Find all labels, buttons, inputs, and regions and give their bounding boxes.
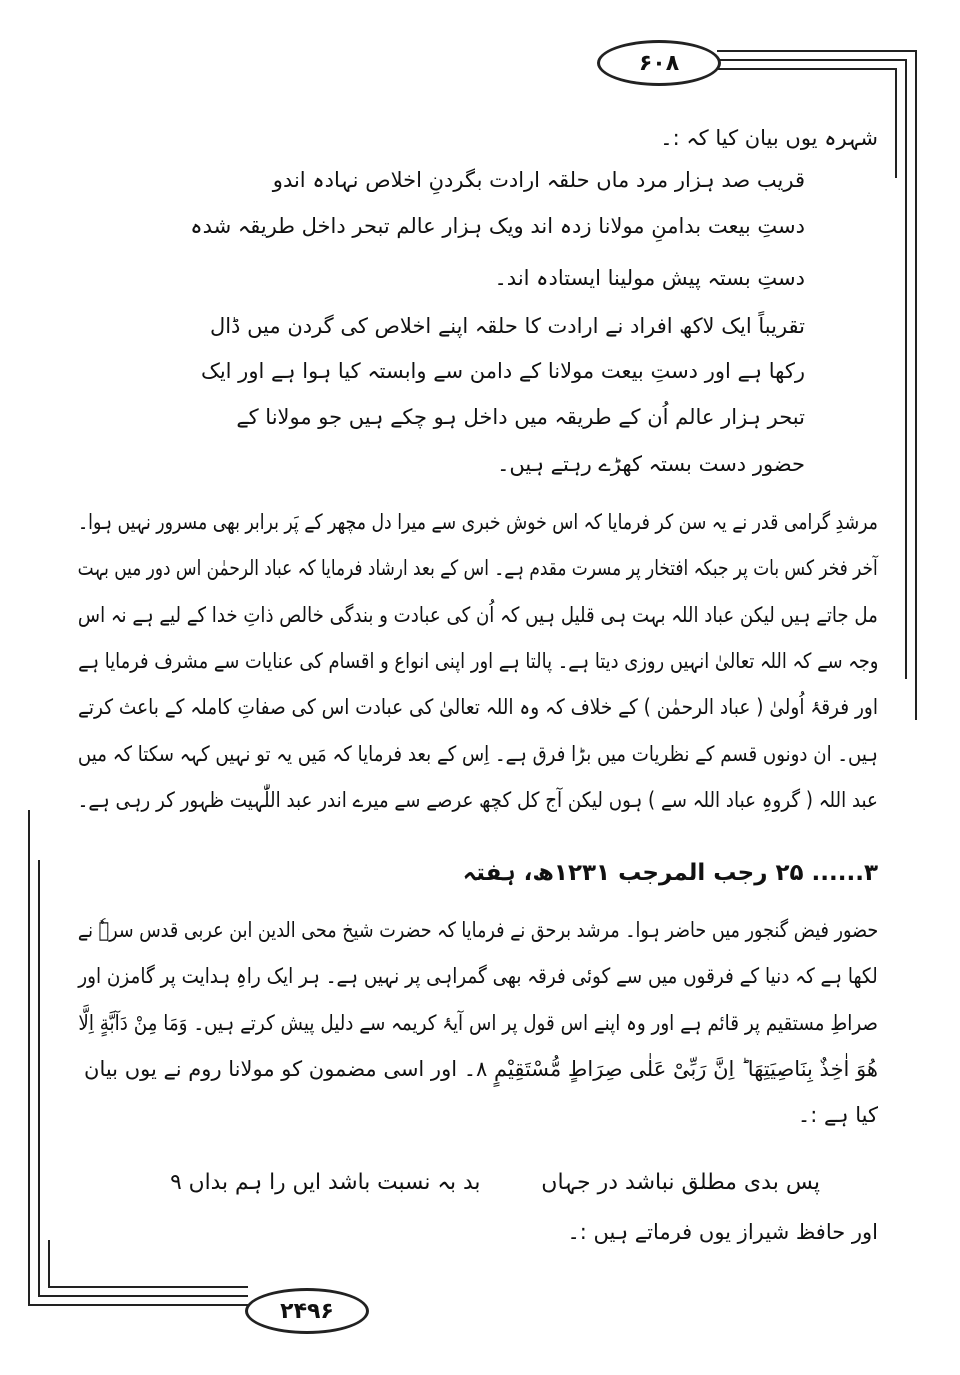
persian-quote-line: دستِ بستہ پیش مولینا ایستادہ اند۔: [494, 266, 805, 290]
translation-line: تقریباً ایک لاکھ افراد نے ارادت کا حلقہ اپنے اخلاص کی گردن میں ڈال: [209, 314, 805, 338]
persian-quote-line: دستِ بیعت بدامنِ مولانا زدہ اند ویک ہزار عالم تبحر داخل طریقہ شدہ: [190, 214, 805, 238]
frame-right-line-1: [915, 50, 917, 720]
frame-left-line-2: [38, 860, 40, 1296]
bottom-page-number-text: ۲۴۹۶: [280, 1298, 334, 1324]
top-page-number-text: ۶۰۸: [638, 50, 680, 76]
paragraph-line: مرشدِ گرامی قدر نے یہ سن کر فرمایا کہ اس خوش خبری سے میرا دل مچھر کے پَر برابر بھی مسرور نہیں ہوا۔: [78, 510, 878, 534]
paragraph-1: [78, 512, 878, 832]
paragraph-line: کیا ہے :۔: [797, 1103, 878, 1127]
paragraph-line: عبد اللہ ( گروہِ عباد اللہ سے ) ہوں لیکن آج کل کچھ عرصے سے میرے اندر عبد اللّٰہیت ظہور کر رہی ہے۔: [77, 788, 878, 812]
couplet-left: بد بہ نسبت باشد ایں را ہم بداں ۹: [169, 1170, 480, 1195]
persian-quote: [185, 170, 805, 300]
paragraph-line: مل جاتے ہیں لیکن عباد اللہ بہت ہی قلیل ہیں کہ اُن کی عبادت و بندگی خالص ذاتِ خدا کے لیے ہے نہ اس: [78, 603, 878, 627]
frame-top-line-2: [717, 59, 907, 61]
frame-left-line-1: [28, 810, 30, 1305]
top-page-number: [597, 40, 721, 86]
paragraph-line: حضور فیض گنجور میں حاضر ہوا۔ مرشد برحق نے فرمایا کہ حضرت شیخ محی الدین ابن عربی قدس سرہٗ نے: [77, 918, 878, 942]
intro-line: شہرہ یوں بیان کیا کہ :۔: [660, 126, 878, 150]
persian-quote-line: قریب صد ہزار مرد ماں حلقہ ارادت بگردنِ اخلاص نہادہ اندو: [272, 168, 805, 192]
frame-top-line-1: [717, 50, 917, 52]
couplet-left-half: [170, 1168, 480, 1204]
frame-top-line-3: [717, 68, 897, 70]
couplet-right-half: [520, 1168, 820, 1204]
section-heading: ۳...... ۲۵ رجب المرجب ۱۲۳۱ھ، ہفتہ: [462, 860, 878, 886]
urdu-translation: [185, 316, 805, 496]
paragraph-line: اور فرقۂ اُولیٰ ( عباد الرحمٰن ) کے خلاف کہ وہ اللہ تعالیٰ کی عبادت اس کی صفاتِ کاملہ کے باعث کرتے: [78, 695, 878, 719]
section-heading-block: [378, 862, 878, 898]
paragraph-line: آخر فخر کس بات پر جبکہ افتخار پر مسرت مقدم ہے۔ اس کے بعد ارشاد فرمایا کہ عباد الرحمٰن اس دور میں بہت: [77, 556, 878, 580]
translation-line: حضور دست بستہ کھڑے رہتے ہیں۔: [497, 452, 805, 476]
paragraph-line: ہیں۔ ان دونوں قسم کے نظریات میں بڑا فرق ہے۔ اِس کے بعد فرمایا کہ مَیں یہ تو نہیں کہہ سکتا کہ میں: [77, 742, 878, 766]
bottom-page-number: [245, 1288, 369, 1334]
frame-right-line-2: [905, 59, 907, 679]
paragraph-line: صراطِ مستقیم پر قائم ہے اور وہ اپنے اس قول پر اس آیۂ کریمہ سے دلیل پیش کرتے ہیں۔ وَمَا مِنْ دَآبَّةٍ اِلَّا: [78, 1011, 878, 1035]
frame-bottom-line-2: [38, 1295, 248, 1297]
translation-line: تبحر ہزار عالم اُن کے طریقہ میں داخل ہو چکے ہیں جو مولانا کے: [236, 405, 805, 429]
intro-block: [178, 128, 878, 158]
frame-left-line-3: [48, 1240, 50, 1287]
couplet-right: پس بدی مطلق نباشد در جہاں: [541, 1170, 820, 1195]
paragraph-line: وجہ سے کہ اللہ تعالیٰ انہیں روزی دیتا ہے۔ پالتا ہے اور اپنی انواع و اقسام کی عنایات سے مشرف فرمایا ہے: [77, 649, 878, 673]
paragraph-2: [78, 920, 878, 1160]
frame-right-line-3: [895, 68, 897, 178]
translation-line: رکھا ہے اور دستِ بیعت مولانا کے دامن سے وابستہ کیا ہوا ہے اور ایک: [201, 359, 805, 383]
closing-block: [378, 1222, 878, 1256]
paragraph-line: لکھا ہے کہ دنیا کے فرقوں میں سے کوئی فرقہ بھی گمراہی پر نہیں ہے۔ ہر ایک راہِ ہدایت پر گامزن اور: [78, 964, 878, 988]
frame-bottom-line-1: [28, 1304, 248, 1306]
closing-line: اور حافظ شیراز یوں فرماتے ہیں :۔: [567, 1220, 878, 1244]
frame-bottom-line-3: [48, 1286, 248, 1288]
paragraph-line: هُوَ اٰخِذٌ بِنَاصِيَتِهَا ؕ اِنَّ رَبِّىْ عَلٰى صِرَاطٍ مُّسْتَقِيْمٍ ۸۔ اور اسی مضمون کو مولانا روم نے یوں بیان: [84, 1057, 878, 1081]
